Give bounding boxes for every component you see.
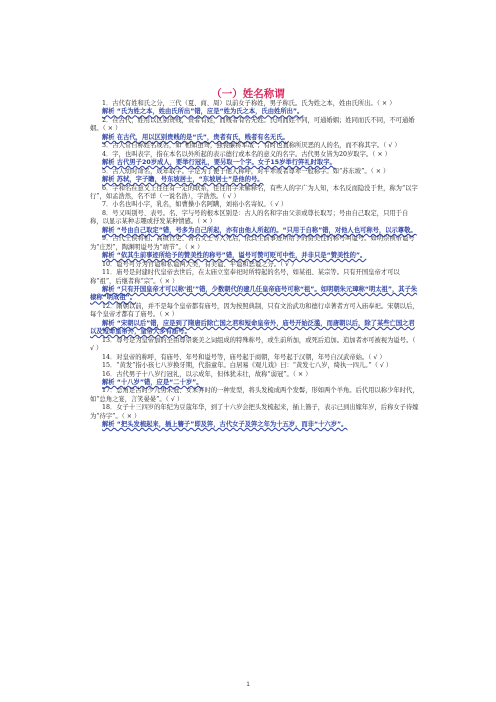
section-title: （一）姓名称谓	[211, 88, 285, 100]
question-item: 6．字和名在意义上往往有一定的联系，往往用字来解释名，有些人的字广为人知，本名反而隐没于世，称为“以字行”，如孟浩然，名不详（一说名浩），字浩然。（ √ ）	[90, 184, 418, 200]
question-item: 3．古人常自称姓名或名，如“相如虽驽，独畏廉将军哉”；有时也直称所厌恶的人的名，而不称其字。（ √ ）	[102, 142, 401, 150]
question-item: 18．女子十三四岁的年纪为豆蔻年华，到了十六岁会把头发梳起来，插上簪子，表示已到出嫁年岁，后称女子待嫁为“待字”。（ × ）	[90, 404, 419, 420]
question-item: 11．庙号是封建时代皇帝去世后，在太庙立室奉祀时所特起的名号，如某祖、某宗等。只有开国皇帝才可以称“祖”，后继者称“宗”。（ × ）	[90, 269, 400, 285]
question-item: 2．在古代，姓用以区别贵贱，贵者有姓，而贱者有名无姓。氏同而姓不同，可通婚姻；姓同而氏不同，不可通婚姻。（ × ）	[90, 116, 415, 133]
page-number: 1	[246, 682, 250, 688]
question-item: 7．小名也叫小字，乳名，如曹操小名阿瞒，刘裕小名寄奴。（ √ ）	[102, 201, 288, 209]
explanation-paragraph: 解析 “十八岁”错，应是“二十岁”。	[102, 378, 203, 386]
explanation-paragraph: 解析 “宋朝以后”错，应是到了隋唐后除亡国之君和短命皇帝外，庙号开始泛滥，而唐朝以后，除了某些亡国之君以及短命皇帝外，皇帝大多有庙号。	[90, 319, 415, 336]
explanation-paragraph: 解析 古代男子20岁成人，要举行冠礼，要另取一个字。女子15岁举行笄礼时取字。	[102, 159, 336, 167]
question-item: 16．古代男子十八岁行冠礼，以示成年，但体犹未壮，故称“弱冠”。（ × ）	[102, 370, 312, 378]
document-body	[90, 100, 420, 430]
explanation-paragraph: 解析 “氏为姓之本，姓由氏所出”错，应是“姓为氏之本，氏由姓所出”。	[102, 108, 304, 116]
question-item: 9．古代王侯将相、高级官吏、著名文士等人死后，依其生前事迹所给予的赞美性的称号叫谥号。如明崇祯帝谥号为“庄烈”，陶渊明谥号为“靖节”。（ × ）	[90, 235, 415, 251]
question-item: 5．古人幼时命名，成年取字。字是为了便于他人称呼，对平辈或者尊辈一般称字。如“苏东坡”。（ × ）	[102, 167, 390, 175]
question-item: 14．对皇帝的称呼，有庙号、年号和谥号等，庙号起于商朝，年号起于汉朝，年号自汉武帝始。（ √ ）	[102, 353, 386, 361]
question-item: 15．“黄发”指小孩七八岁换牙期，代指童年。白居易《观儿戏》曰：“黄发七八岁，绮执一四儿。”（ √ ）	[102, 362, 393, 370]
question-item: 13．尊号是为皇帝加的全由尊崇褒美之词组成的特殊称号，或生前所加，或死后追加。追加者亦可被视为谥号。（ √ ）	[90, 336, 416, 353]
question-item: 4．字，也叫表字，指在本名以外所起的表示德行或本名的意义的名字。古代男女皆为20岁取字。（ × ）	[102, 150, 391, 158]
explanation-paragraph: 解析 苏轼，字子瞻，号东坡居士，“东坡居士”是他的号。	[102, 176, 264, 184]
question-item: 1．古代有姓和氏之分，三代（夏、商、周）以前女子称姓，男子称氏。氏为姓之本，姓由氏所出。（ × ）	[102, 100, 396, 107]
explanation-paragraph: 解析 在古代，用以区别贵贱的是“氏”，贵者有氏，贱者有名无氏。	[102, 133, 289, 141]
explanation-paragraph: 解析 “号由自己取定”错，号多为自己所起，亦有由他人所起的。“只用于自称”错，对他人也可称号，以示尊敬。	[102, 226, 417, 234]
question-item: 12．隋朝以前，并不是每个皇帝都有庙号，因为按照典制，只有文治武功和德行卓著者方可入庙奉祀。宋朝以后，每个皇帝才都有了庙号。（ × ）	[90, 302, 419, 319]
question-item: 17．总角是古时少儿男未冠、女未笄时的一种发型，将头发梳成两个发髻，形如两个羊角。后代用以称少年时代，如“总角之宴，言笑晏晏”。（ √ ）	[90, 387, 419, 403]
explanation-paragraph: 解析 “把头发梳起来，插上簪子”即及笄，古代女子及笄之年为十五岁，而非“十六岁”。	[102, 421, 348, 429]
explanation-paragraph: 解析 “只有开国皇帝才可以称‘祖’”错，少数朝代的建几任皇帝庙号可称“祖”。如明朝朱元璋称“明太祖”，其子朱棣称“明成祖”。	[90, 285, 418, 302]
explanation-paragraph: 解析 “依其生前事迹所给予的赞美性的称号”错，谥号可赞可贬可中性，并非只是“赞美性的”。	[102, 252, 367, 260]
question-item: 8．号又叫别号、表号。名、字与号的根本区别是：古人的名和字由父亲或尊长取写；号由自己取定，只用于自称，以显示某种志趣或抒发某种情感。（ × ）	[90, 209, 409, 226]
question-item: 10．谥号可分为官谥和私谥两大类，有美谥、平谥和恶谥之分。（ √ ）	[102, 260, 298, 268]
